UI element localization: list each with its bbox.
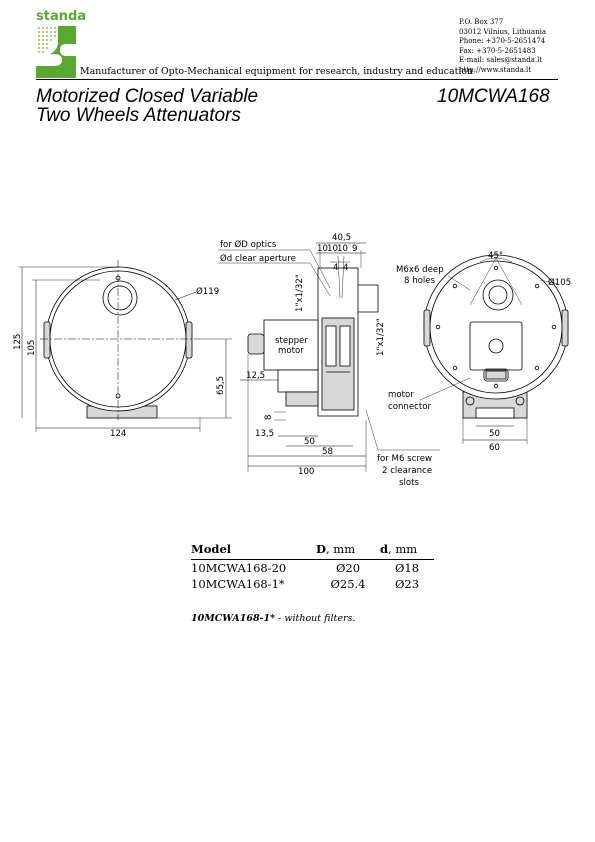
- screw-label: slots: [399, 478, 419, 488]
- company-tagline: Manufacturer of Opto-Mechanical equipment for research, industry and education: [80, 66, 474, 77]
- stepper-motor-label: stepper: [275, 336, 308, 346]
- holes-label: M6x6 deep: [396, 265, 444, 275]
- table-row: [191, 560, 434, 577]
- cell-d: Ø18: [394, 561, 420, 575]
- dim-10b: 10: [327, 244, 338, 254]
- table-header-row: [191, 540, 434, 560]
- contact-line: Phone: +370-5-2651474: [459, 37, 546, 46]
- dim-50: 50: [304, 437, 315, 447]
- back-diameter-label: Ø105: [548, 278, 572, 288]
- contact-line: P.O. Box 377: [459, 18, 504, 26]
- model-number: 10MCWA168: [437, 86, 550, 107]
- front-height-total: 125: [13, 333, 23, 350]
- front-diameter-label: Ø119: [196, 287, 220, 297]
- col-D-unit: , mm: [325, 542, 356, 556]
- angle-label: 45°: [488, 251, 504, 261]
- front-view: [18, 260, 232, 432]
- contact-block: [459, 18, 546, 76]
- dim-10c: 10: [337, 244, 348, 254]
- dim-4a: 4: [333, 263, 339, 273]
- cell-d: Ø23: [394, 577, 420, 591]
- screw-label: 2 clearance: [382, 466, 433, 476]
- footnote: [191, 613, 355, 624]
- cell-model: 10MCWA168-20: [191, 561, 287, 575]
- thread-top: 1"x1/32": [295, 274, 305, 312]
- front-width: 124: [110, 429, 127, 439]
- dim-12-5: 12,5: [246, 371, 266, 381]
- contact-line: http://www.standa.lt: [459, 65, 532, 74]
- header-rule: [36, 79, 558, 80]
- holes-label: 8 holes: [404, 276, 436, 286]
- title-line-2: Two Wheels Attenuators: [36, 105, 241, 126]
- back-dim-60: 60: [489, 443, 500, 453]
- technical-drawing: [0, 215, 595, 495]
- contact-line: 03012 Vilnius, Lithuania: [459, 27, 547, 36]
- dim-9: 9: [352, 244, 358, 254]
- dim-58: 58: [322, 447, 333, 457]
- dim-40-5: 40,5: [332, 233, 352, 243]
- back-view: [420, 255, 568, 444]
- dim-100: 100: [298, 467, 315, 477]
- optics-label: for ØD optics: [220, 240, 277, 250]
- connector-label: connector: [388, 402, 432, 412]
- contact-line: Fax: +370-5-2651483: [459, 46, 536, 55]
- page-title: [36, 87, 258, 125]
- cell-D: Ø25.4: [330, 577, 366, 591]
- spec-table: [191, 540, 434, 592]
- aperture-label: Ød clear aperture: [220, 254, 296, 264]
- footnote-model: 10MCWA168-1*: [191, 613, 276, 624]
- cell-D: Ø20: [335, 561, 361, 575]
- col-d-symbol: d: [380, 542, 389, 556]
- dim-4b: 4: [343, 263, 349, 273]
- col-d-unit: , mm: [388, 542, 418, 556]
- back-dim-50: 50: [489, 429, 500, 439]
- logo-wordmark: standa: [36, 9, 87, 24]
- front-axis-height: 65,5: [216, 375, 226, 395]
- dim-10a: 10: [317, 244, 328, 254]
- col-D-symbol: D: [316, 542, 326, 556]
- contact-line: E-mail: sales@standa.lt: [459, 56, 543, 65]
- col-model: Model: [191, 540, 316, 560]
- table-row: [191, 576, 434, 592]
- title-line-1: Motorized Closed Variable: [36, 86, 259, 107]
- thread-right: 1"x1/32": [376, 318, 386, 356]
- connector-label: motor: [388, 390, 414, 400]
- dim-8: 8: [264, 414, 274, 420]
- dim-13-5: 13,5: [255, 429, 275, 439]
- cell-model: 10MCWA168-1*: [191, 577, 285, 591]
- screw-label: for M6 screw: [377, 454, 433, 464]
- col-D: [316, 540, 380, 560]
- col-d: [380, 540, 434, 560]
- front-height-axis: 105: [27, 339, 37, 356]
- footnote-text: - without filters.: [275, 613, 356, 624]
- stepper-motor-label: motor: [278, 346, 304, 356]
